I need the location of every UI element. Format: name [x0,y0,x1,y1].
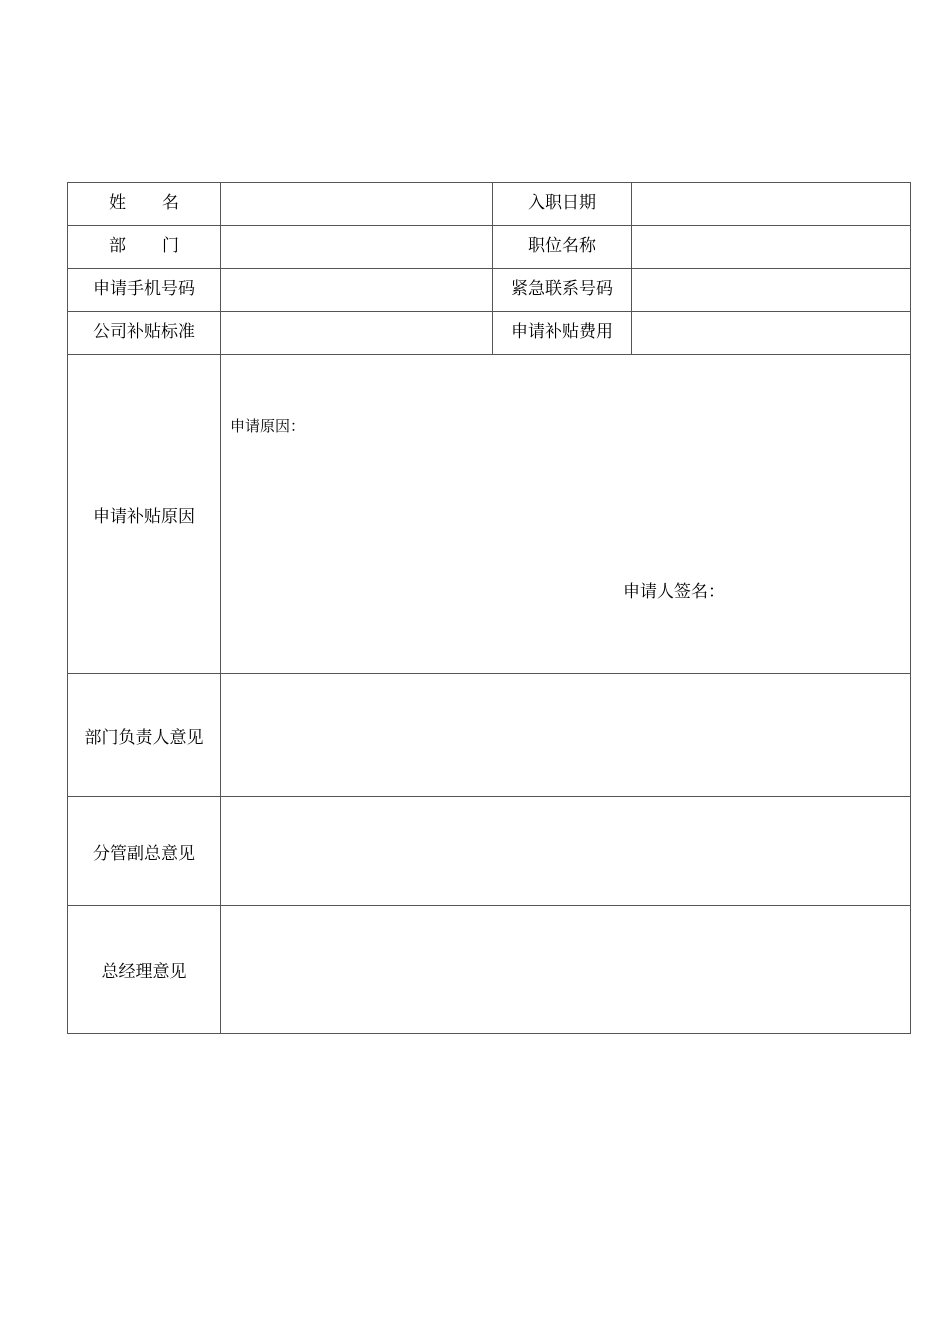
amount-field[interactable] [632,312,911,355]
department-label-char-2: 门 [162,236,179,256]
row-phone [68,269,911,312]
amount-label: 申请补贴费用 [493,312,632,355]
phone-field[interactable] [221,269,493,312]
row-department [68,226,911,269]
department-label-cell [68,226,221,269]
emergency-label: 紧急联系号码 [493,269,632,312]
hire-date-label: 入职日期 [493,183,632,226]
row-name [68,183,911,226]
department-label [109,231,179,256]
name-label-cell [68,183,221,226]
position-label: 职位名称 [493,226,632,269]
name-label-char-1: 姓 [109,193,142,213]
name-field[interactable] [221,183,493,226]
applicant-signature-label: 申请人签名： [623,582,725,602]
row-gm [68,906,911,1034]
reason-field[interactable] [221,355,911,674]
vp-opinion-field[interactable] [221,797,911,906]
gm-opinion-field[interactable] [221,906,911,1034]
dept-head-opinion-field[interactable] [221,674,911,797]
standard-label: 公司补贴标准 [68,312,221,355]
position-field[interactable] [632,226,911,269]
standard-field[interactable] [221,312,493,355]
gm-label: 总经理意见 [68,906,221,1034]
reason-prompt: 申请原因： [230,417,306,435]
reason-label: 申请补贴原因 [68,355,221,674]
hire-date-field[interactable] [632,183,911,226]
name-label [109,188,179,213]
row-dept-head [68,674,911,797]
name-label-char-2: 名 [162,193,179,213]
vp-label: 分管副总意见 [68,797,221,906]
emergency-field[interactable] [632,269,911,312]
row-vp [68,797,911,906]
department-field[interactable] [221,226,493,269]
row-standard [68,312,911,355]
dept-head-label: 部门负责人意见 [68,674,221,797]
row-reason [68,355,911,674]
subsidy-application-form [67,182,911,1034]
department-label-char-1: 部 [109,236,142,256]
phone-label: 申请手机号码 [68,269,221,312]
